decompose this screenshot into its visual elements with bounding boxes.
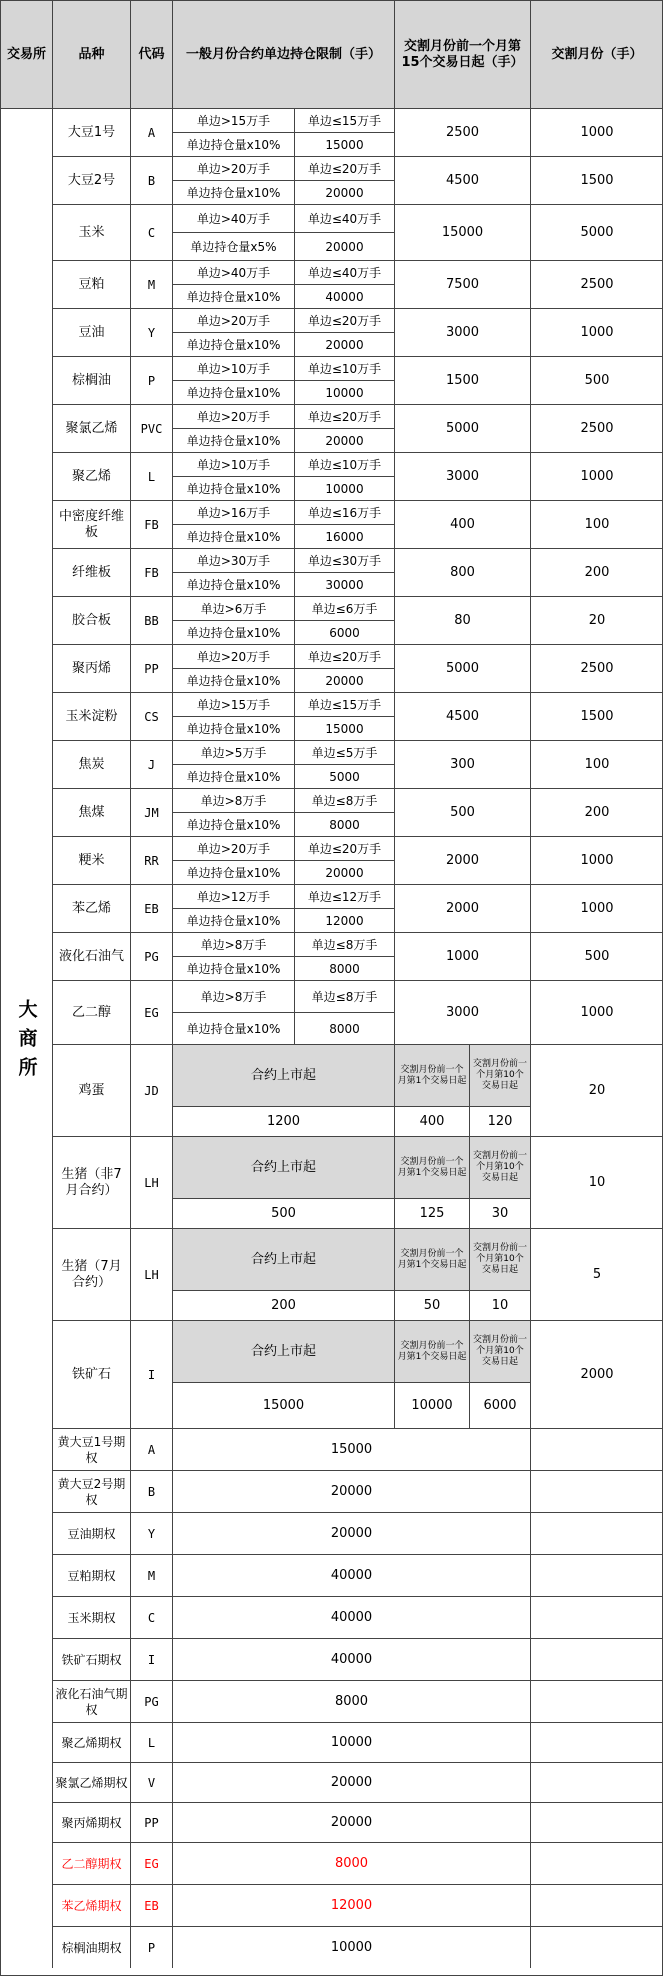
limit-condition-above: 单边>20万手 <box>172 836 294 860</box>
option-blank <box>530 1762 663 1802</box>
variety-code: CS <box>130 692 172 740</box>
variety-name: 铁矿石 <box>52 1320 130 1428</box>
month10-limit: 120 <box>469 1106 530 1136</box>
listing-label: 合约上市起 <box>172 1044 394 1106</box>
variety-code: EG <box>130 980 172 1044</box>
option-code: L <box>130 1722 172 1762</box>
limit-ratio: 单边持仓量x10% <box>172 1012 294 1044</box>
option-name: 黄大豆2号期权 <box>52 1470 130 1512</box>
limit-ratio: 单边持仓量x10% <box>172 428 294 452</box>
variety-name: 玉米 <box>52 204 130 260</box>
variety-name: 焦炭 <box>52 740 130 788</box>
option-limit: 40000 <box>172 1554 530 1596</box>
limit-value: 10000 <box>294 476 394 500</box>
option-blank <box>530 1802 663 1842</box>
limit-condition-above: 单边>20万手 <box>172 644 294 668</box>
limit-before-month: 800 <box>394 548 530 596</box>
option-name: 铁矿石期权 <box>52 1638 130 1680</box>
limit-condition-below: 单边≤20万手 <box>294 404 394 428</box>
option-blank <box>530 1842 663 1884</box>
limit-before-month: 80 <box>394 596 530 644</box>
limit-value: 16000 <box>294 524 394 548</box>
option-name: 豆粕期权 <box>52 1554 130 1596</box>
variety-code: I <box>130 1320 172 1428</box>
month1-limit: 50 <box>394 1290 469 1320</box>
limit-condition-above: 单边>20万手 <box>172 308 294 332</box>
limit-before-month: 2000 <box>394 836 530 884</box>
limit-value: 12000 <box>294 908 394 932</box>
limit-condition-above: 单边>8万手 <box>172 932 294 956</box>
limit-delivery-month: 200 <box>530 788 663 836</box>
limit-ratio: 单边持仓量x10% <box>172 332 294 356</box>
limit-ratio: 单边持仓量x10% <box>172 764 294 788</box>
limit-value: 10000 <box>294 380 394 404</box>
header-variety: 品种 <box>52 0 130 108</box>
option-blank <box>530 1638 663 1680</box>
option-name: 玉米期权 <box>52 1596 130 1638</box>
option-blank <box>530 1470 663 1512</box>
limit-condition-above: 单边>30万手 <box>172 548 294 572</box>
limit-ratio: 单边持仓量x10% <box>172 180 294 204</box>
limit-value: 15000 <box>294 132 394 156</box>
limit-condition-below: 单边≤20万手 <box>294 644 394 668</box>
variety-code: JM <box>130 788 172 836</box>
option-code: M <box>130 1554 172 1596</box>
option-blank <box>530 1512 663 1554</box>
option-limit: 15000 <box>172 1428 530 1470</box>
month10-label: 交割月份前一个月第10个交易日起 <box>469 1228 530 1290</box>
option-limit: 10000 <box>172 1926 530 1968</box>
variety-code: FB <box>130 548 172 596</box>
variety-name: 液化石油气 <box>52 932 130 980</box>
option-limit: 8000 <box>172 1842 530 1884</box>
limit-delivery-month: 1000 <box>530 308 663 356</box>
limit-ratio: 单边持仓量x10% <box>172 132 294 156</box>
limit-condition-below: 单边≤12万手 <box>294 884 394 908</box>
limit-delivery-month: 1500 <box>530 156 663 204</box>
limit-condition-below: 单边≤20万手 <box>294 156 394 180</box>
month1-limit: 400 <box>394 1106 469 1136</box>
limit-condition-above: 单边>16万手 <box>172 500 294 524</box>
limit-value: 5000 <box>294 764 394 788</box>
limit-value: 8000 <box>294 812 394 836</box>
limit-condition-above: 单边>20万手 <box>172 156 294 180</box>
limit-delivery-month: 1000 <box>530 836 663 884</box>
limit-before-month: 2000 <box>394 884 530 932</box>
limit-before-month: 4500 <box>394 156 530 204</box>
header-general-limit: 一般月份合约单边持仓限制（手） <box>172 0 394 108</box>
limit-ratio: 单边持仓量x10% <box>172 812 294 836</box>
variety-code: B <box>130 156 172 204</box>
limit-delivery-month: 1000 <box>530 884 663 932</box>
month1-label: 交割月份前一个月第1个交易日起 <box>394 1228 469 1290</box>
option-code: PP <box>130 1802 172 1842</box>
variety-name: 豆油 <box>52 308 130 356</box>
option-name: 聚氯乙烯期权 <box>52 1762 130 1802</box>
limit-condition-above: 单边>8万手 <box>172 788 294 812</box>
limit-condition-above: 单边>5万手 <box>172 740 294 764</box>
limit-ratio: 单边持仓量x10% <box>172 284 294 308</box>
limit-before-month: 1000 <box>394 932 530 980</box>
limit-condition-below: 单边≤40万手 <box>294 260 394 284</box>
limit-condition-below: 单边≤40万手 <box>294 204 394 232</box>
month1-limit: 125 <box>394 1198 469 1228</box>
limit-ratio: 单边持仓量x10% <box>172 716 294 740</box>
limit-delivery-month: 10 <box>530 1136 663 1228</box>
limit-condition-below: 单边≤30万手 <box>294 548 394 572</box>
limit-ratio: 单边持仓量x5% <box>172 232 294 260</box>
limit-condition-above: 单边>40万手 <box>172 204 294 232</box>
variety-code: PG <box>130 932 172 980</box>
limit-before-month: 4500 <box>394 692 530 740</box>
variety-name: 中密度纤维板 <box>52 500 130 548</box>
listing-limit: 1200 <box>172 1106 394 1136</box>
limit-value: 20000 <box>294 428 394 452</box>
option-code: A <box>130 1428 172 1470</box>
exchange-name: 大商所 <box>0 108 52 1976</box>
listing-label: 合约上市起 <box>172 1320 394 1382</box>
limit-delivery-month: 100 <box>530 740 663 788</box>
limit-condition-below: 单边≤8万手 <box>294 788 394 812</box>
month10-label: 交割月份前一个月第10个交易日起 <box>469 1136 530 1198</box>
option-code: C <box>130 1596 172 1638</box>
limit-delivery-month: 1000 <box>530 108 663 156</box>
variety-name: 豆粕 <box>52 260 130 308</box>
variety-code: J <box>130 740 172 788</box>
limit-before-month: 400 <box>394 500 530 548</box>
month10-limit: 10 <box>469 1290 530 1320</box>
limit-before-month: 3000 <box>394 980 530 1044</box>
month1-limit: 10000 <box>394 1382 469 1428</box>
limit-before-month: 5000 <box>394 644 530 692</box>
option-name: 聚乙烯期权 <box>52 1722 130 1762</box>
option-limit: 40000 <box>172 1638 530 1680</box>
variety-name: 棕榈油 <box>52 356 130 404</box>
limit-delivery-month: 200 <box>530 548 663 596</box>
limit-ratio: 单边持仓量x10% <box>172 572 294 596</box>
limit-condition-above: 单边>20万手 <box>172 404 294 428</box>
option-limit: 8000 <box>172 1680 530 1722</box>
limit-ratio: 单边持仓量x10% <box>172 524 294 548</box>
option-name: 豆油期权 <box>52 1512 130 1554</box>
option-blank <box>530 1722 663 1762</box>
limit-before-month: 1500 <box>394 356 530 404</box>
option-limit: 10000 <box>172 1722 530 1762</box>
limit-value: 30000 <box>294 572 394 596</box>
listing-label: 合约上市起 <box>172 1228 394 1290</box>
variety-name: 纤维板 <box>52 548 130 596</box>
option-limit: 20000 <box>172 1470 530 1512</box>
month1-label: 交割月份前一个月第1个交易日起 <box>394 1044 469 1106</box>
variety-name: 聚氯乙烯 <box>52 404 130 452</box>
option-limit: 20000 <box>172 1802 530 1842</box>
limit-ratio: 单边持仓量x10% <box>172 908 294 932</box>
variety-code: PP <box>130 644 172 692</box>
limit-condition-above: 单边>10万手 <box>172 452 294 476</box>
limit-condition-below: 单边≤10万手 <box>294 356 394 380</box>
limit-before-month: 2500 <box>394 108 530 156</box>
limit-value: 8000 <box>294 956 394 980</box>
option-code: V <box>130 1762 172 1802</box>
limit-value: 20000 <box>294 232 394 260</box>
option-name: 黄大豆1号期权 <box>52 1428 130 1470</box>
limit-delivery-month: 100 <box>530 500 663 548</box>
limit-delivery-month: 2500 <box>530 260 663 308</box>
variety-name: 聚丙烯 <box>52 644 130 692</box>
option-blank <box>530 1554 663 1596</box>
limit-condition-above: 单边>6万手 <box>172 596 294 620</box>
limit-condition-below: 单边≤8万手 <box>294 980 394 1012</box>
variety-code: PVC <box>130 404 172 452</box>
variety-code: LH <box>130 1228 172 1320</box>
option-name: 乙二醇期权 <box>52 1842 130 1884</box>
variety-code: FB <box>130 500 172 548</box>
variety-code: A <box>130 108 172 156</box>
limit-value: 20000 <box>294 668 394 692</box>
option-name: 苯乙烯期权 <box>52 1884 130 1926</box>
limit-condition-above: 单边>40万手 <box>172 260 294 284</box>
option-name: 聚丙烯期权 <box>52 1802 130 1842</box>
limit-value: 15000 <box>294 716 394 740</box>
option-blank <box>530 1428 663 1470</box>
option-code: P <box>130 1926 172 1968</box>
variety-code: EB <box>130 884 172 932</box>
month10-label: 交割月份前一个月第10个交易日起 <box>469 1044 530 1106</box>
variety-code: RR <box>130 836 172 884</box>
variety-name: 大豆2号 <box>52 156 130 204</box>
limit-value: 20000 <box>294 860 394 884</box>
limit-condition-below: 单边≤6万手 <box>294 596 394 620</box>
option-code: I <box>130 1638 172 1680</box>
limit-delivery-month: 500 <box>530 356 663 404</box>
limit-before-month: 3000 <box>394 452 530 500</box>
option-blank <box>530 1680 663 1722</box>
limit-condition-below: 单边≤20万手 <box>294 308 394 332</box>
limit-condition-below: 单边≤15万手 <box>294 108 394 132</box>
option-name: 棕榈油期权 <box>52 1926 130 1968</box>
variety-code: LH <box>130 1136 172 1228</box>
option-code: Y <box>130 1512 172 1554</box>
variety-name: 生猪（7月合约） <box>52 1228 130 1320</box>
header-before-month: 交割月份前一个月第15个交易日起（手） <box>394 0 530 108</box>
variety-name: 玉米淀粉 <box>52 692 130 740</box>
month1-label: 交割月份前一个月第1个交易日起 <box>394 1136 469 1198</box>
month10-limit: 6000 <box>469 1382 530 1428</box>
listing-label: 合约上市起 <box>172 1136 394 1198</box>
limit-delivery-month: 5 <box>530 1228 663 1320</box>
limit-condition-below: 单边≤16万手 <box>294 500 394 524</box>
listing-limit: 500 <box>172 1198 394 1228</box>
limit-delivery-month: 20 <box>530 1044 663 1136</box>
option-code: PG <box>130 1680 172 1722</box>
variety-code: BB <box>130 596 172 644</box>
header-delivery-month: 交割月份（手） <box>530 0 663 108</box>
limit-ratio: 单边持仓量x10% <box>172 956 294 980</box>
header-exchange: 交易所 <box>0 0 52 108</box>
listing-limit: 15000 <box>172 1382 394 1428</box>
month10-limit: 30 <box>469 1198 530 1228</box>
limit-before-month: 7500 <box>394 260 530 308</box>
limit-delivery-month: 1000 <box>530 980 663 1044</box>
limit-value: 20000 <box>294 180 394 204</box>
limit-condition-above: 单边>12万手 <box>172 884 294 908</box>
limit-condition-above: 单边>15万手 <box>172 692 294 716</box>
option-code: EG <box>130 1842 172 1884</box>
variety-name: 乙二醇 <box>52 980 130 1044</box>
limit-condition-below: 单边≤5万手 <box>294 740 394 764</box>
limit-ratio: 单边持仓量x10% <box>172 620 294 644</box>
limit-condition-above: 单边>10万手 <box>172 356 294 380</box>
limit-value: 8000 <box>294 1012 394 1044</box>
limit-value: 40000 <box>294 284 394 308</box>
option-name: 液化石油气期权 <box>52 1680 130 1722</box>
month10-label: 交割月份前一个月第10个交易日起 <box>469 1320 530 1382</box>
variety-name: 聚乙烯 <box>52 452 130 500</box>
limit-condition-below: 单边≤8万手 <box>294 932 394 956</box>
limit-before-month: 500 <box>394 788 530 836</box>
option-limit: 20000 <box>172 1762 530 1802</box>
limit-delivery-month: 1000 <box>530 452 663 500</box>
limit-ratio: 单边持仓量x10% <box>172 668 294 692</box>
limit-value: 20000 <box>294 332 394 356</box>
limit-before-month: 15000 <box>394 204 530 260</box>
limit-delivery-month: 500 <box>530 932 663 980</box>
limit-delivery-month: 1500 <box>530 692 663 740</box>
variety-name: 焦煤 <box>52 788 130 836</box>
limit-delivery-month: 2500 <box>530 404 663 452</box>
limit-condition-below: 单边≤15万手 <box>294 692 394 716</box>
option-code: EB <box>130 1884 172 1926</box>
variety-name: 粳米 <box>52 836 130 884</box>
limit-delivery-month: 5000 <box>530 204 663 260</box>
option-blank <box>530 1596 663 1638</box>
limit-condition-below: 单边≤20万手 <box>294 836 394 860</box>
limit-before-month: 5000 <box>394 404 530 452</box>
option-code: B <box>130 1470 172 1512</box>
limit-ratio: 单边持仓量x10% <box>172 860 294 884</box>
variety-name: 鸡蛋 <box>52 1044 130 1136</box>
variety-code: P <box>130 356 172 404</box>
limit-condition-below: 单边≤10万手 <box>294 452 394 476</box>
variety-name: 生猪（非7月合约） <box>52 1136 130 1228</box>
variety-code: L <box>130 452 172 500</box>
variety-code: JD <box>130 1044 172 1136</box>
limit-delivery-month: 2000 <box>530 1320 663 1428</box>
limit-ratio: 单边持仓量x10% <box>172 380 294 404</box>
limit-before-month: 300 <box>394 740 530 788</box>
listing-limit: 200 <box>172 1290 394 1320</box>
variety-name: 胶合板 <box>52 596 130 644</box>
month1-label: 交割月份前一个月第1个交易日起 <box>394 1320 469 1382</box>
variety-code: C <box>130 204 172 260</box>
option-limit: 12000 <box>172 1884 530 1926</box>
variety-name: 大豆1号 <box>52 108 130 156</box>
option-blank <box>530 1926 663 1968</box>
limit-condition-above: 单边>15万手 <box>172 108 294 132</box>
variety-name: 苯乙烯 <box>52 884 130 932</box>
limit-delivery-month: 2500 <box>530 644 663 692</box>
limit-ratio: 单边持仓量x10% <box>172 476 294 500</box>
option-blank <box>530 1884 663 1926</box>
header-code: 代码 <box>130 0 172 108</box>
variety-code: Y <box>130 308 172 356</box>
limit-delivery-month: 20 <box>530 596 663 644</box>
limit-before-month: 3000 <box>394 308 530 356</box>
limit-condition-above: 单边>8万手 <box>172 980 294 1012</box>
variety-code: M <box>130 260 172 308</box>
option-limit: 20000 <box>172 1512 530 1554</box>
limit-value: 6000 <box>294 620 394 644</box>
option-limit: 40000 <box>172 1596 530 1638</box>
